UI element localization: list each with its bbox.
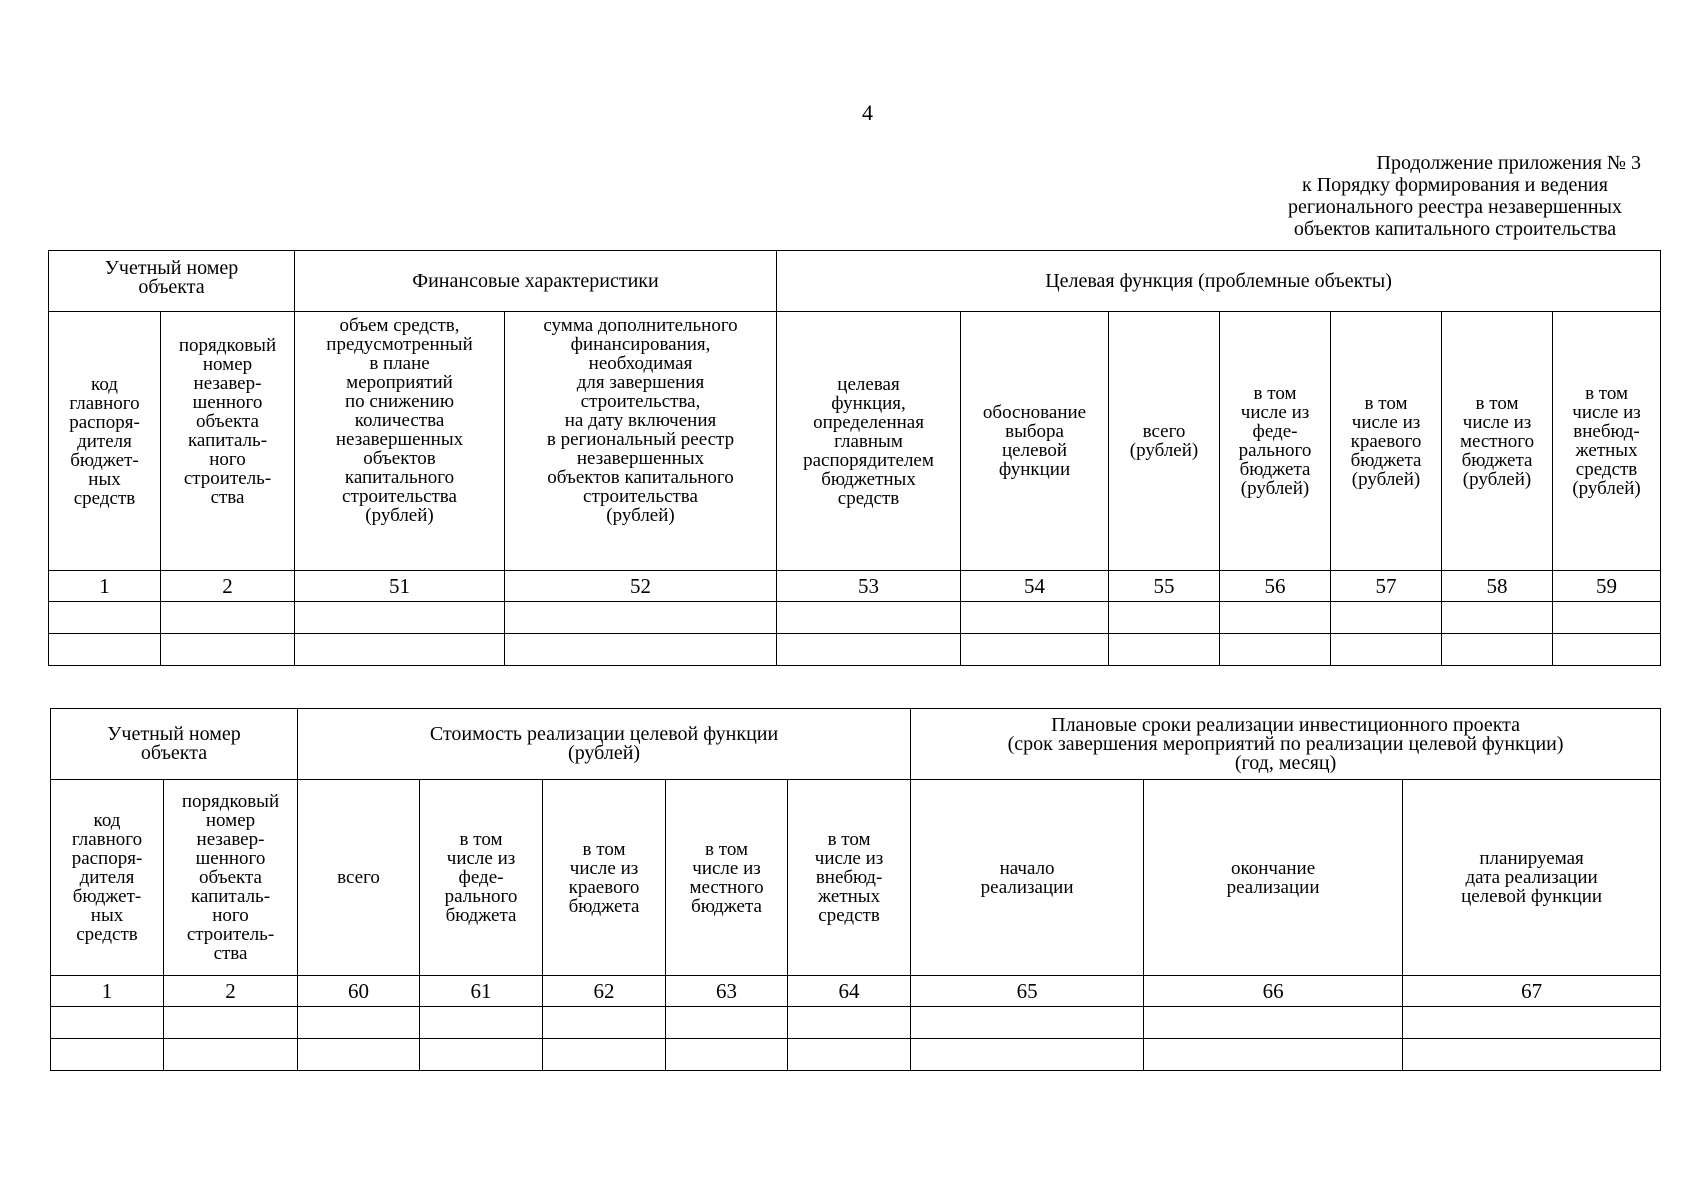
appendix-note-line: регионального реестра незавершенных: [1288, 196, 1622, 218]
empty-cell: [1331, 602, 1442, 634]
empty-cell: [543, 1039, 666, 1071]
empty-cell: [51, 1007, 164, 1039]
empty-cell: [961, 634, 1109, 666]
column-number: 56: [1220, 571, 1331, 602]
empty-cell: [164, 1007, 298, 1039]
column-number: 61: [420, 976, 543, 1007]
empty-cell: [788, 1007, 911, 1039]
empty-cell: [1442, 602, 1553, 634]
group-header-object-number: Учетный номер объекта: [51, 709, 298, 780]
column-header: обоснование выбора целевой функции: [961, 312, 1109, 571]
column-header: целевая функция, определенная главным распорядителем бюджетных средств: [777, 312, 961, 571]
column-number: 63: [666, 976, 788, 1007]
empty-cell: [505, 602, 777, 634]
empty-cell: [1109, 602, 1220, 634]
empty-cell: [543, 1007, 666, 1039]
column-header: порядковый номер незавер- шенного объекта капиталь- ного строитель- ства: [164, 780, 298, 976]
group-header-financial: Финансовые характеристики: [295, 251, 777, 312]
empty-cell: [911, 1007, 1144, 1039]
column-header: всего: [298, 780, 420, 976]
column-header: в том числе из феде- рального бюджета: [420, 780, 543, 976]
group-header-planned-dates: Плановые сроки реализации инвестиционного проекта (срок завершения мероприятий по реализации целевой функции) (год, месяц): [911, 709, 1661, 780]
empty-cell: [420, 1039, 543, 1071]
appendix-note: [1195, 152, 1645, 240]
column-number: 1: [51, 976, 164, 1007]
column-header: в том числе из феде- рального бюджета (рублей): [1220, 312, 1331, 571]
empty-cell: [1144, 1007, 1403, 1039]
table-row: [51, 1039, 1661, 1071]
table-row: [49, 634, 1661, 666]
empty-cell: [164, 1039, 298, 1071]
registry-table-cost-schedule: [50, 708, 1661, 1071]
group-header-object-number: Учетный номер объекта: [49, 251, 295, 312]
registry-table-financial: [48, 250, 1661, 666]
column-number: 60: [298, 976, 420, 1007]
column-header: сумма дополнительного финансирования, необходимая для завершения строительства, на дату включения в региональный реестр незавершенных объектов капитального строительства (рублей): [505, 312, 777, 571]
column-number: 2: [164, 976, 298, 1007]
column-number: 62: [543, 976, 666, 1007]
column-number: 65: [911, 976, 1144, 1007]
column-header: в том числе из краевого бюджета: [543, 780, 666, 976]
column-header: в том числе из краевого бюджета (рублей): [1331, 312, 1442, 571]
group-header-target-function: Целевая функция (проблемные объекты): [777, 251, 1661, 312]
group-header-implementation-cost: Стоимость реализации целевой функции (рублей): [298, 709, 911, 780]
empty-cell: [1442, 634, 1553, 666]
column-number: 53: [777, 571, 961, 602]
column-header: код главного распоря- дителя бюджет- ных средств: [49, 312, 161, 571]
column-number: 54: [961, 571, 1109, 602]
empty-cell: [911, 1039, 1144, 1071]
column-number: 2: [161, 571, 295, 602]
empty-cell: [298, 1007, 420, 1039]
column-header: в том числе из внебюд- жетных средств (рублей): [1553, 312, 1661, 571]
empty-cell: [1220, 602, 1331, 634]
empty-cell: [1144, 1039, 1403, 1071]
empty-cell: [1553, 602, 1661, 634]
empty-cell: [295, 602, 505, 634]
table-row: [49, 602, 1661, 634]
column-header: в том числе из местного бюджета: [666, 780, 788, 976]
page-number: 4: [862, 100, 873, 125]
empty-cell: [1403, 1007, 1661, 1039]
empty-cell: [961, 602, 1109, 634]
column-number: 52: [505, 571, 777, 602]
column-number: 67: [1403, 976, 1661, 1007]
column-header: порядковый номер незавер- шенного объекта капиталь- ного строитель- ства: [161, 312, 295, 571]
empty-cell: [295, 634, 505, 666]
empty-cell: [666, 1007, 788, 1039]
table-row: [51, 1007, 1661, 1039]
column-number: 57: [1331, 571, 1442, 602]
column-header: код главного распоря- дителя бюджет- ных средств: [51, 780, 164, 976]
empty-cell: [420, 1007, 543, 1039]
column-number: 1: [49, 571, 161, 602]
appendix-note-line: к Порядку формирования и ведения: [1302, 174, 1608, 196]
column-number: 58: [1442, 571, 1553, 602]
column-header: окончание реализации: [1144, 780, 1403, 976]
appendix-note-line: Продолжение приложения № 3: [1376, 152, 1641, 174]
column-number: 66: [1144, 976, 1403, 1007]
empty-cell: [1220, 634, 1331, 666]
empty-cell: [49, 602, 161, 634]
column-header: в том числе из местного бюджета (рублей): [1442, 312, 1553, 571]
empty-cell: [1403, 1039, 1661, 1071]
column-number: 51: [295, 571, 505, 602]
empty-cell: [49, 634, 161, 666]
column-header: в том числе из внебюд- жетных средств: [788, 780, 911, 976]
column-number: 59: [1553, 571, 1661, 602]
empty-cell: [505, 634, 777, 666]
column-header: начало реализации: [911, 780, 1144, 976]
column-header: всего (рублей): [1109, 312, 1220, 571]
empty-cell: [161, 634, 295, 666]
empty-cell: [1553, 634, 1661, 666]
column-number: 55: [1109, 571, 1220, 602]
empty-cell: [1109, 634, 1220, 666]
empty-cell: [1331, 634, 1442, 666]
empty-cell: [298, 1039, 420, 1071]
empty-cell: [777, 602, 961, 634]
empty-cell: [51, 1039, 164, 1071]
empty-cell: [788, 1039, 911, 1071]
empty-cell: [777, 634, 961, 666]
appendix-note-line: объектов капитального строительства: [1293, 218, 1617, 240]
column-header: объем средств, предусмотренный в плане мероприятий по снижению количества незавершенных объектов капитального строительства (рублей): [295, 312, 505, 571]
column-number: 64: [788, 976, 911, 1007]
column-header: планируемая дата реализации целевой функции: [1403, 780, 1661, 976]
empty-cell: [161, 602, 295, 634]
empty-cell: [666, 1039, 788, 1071]
